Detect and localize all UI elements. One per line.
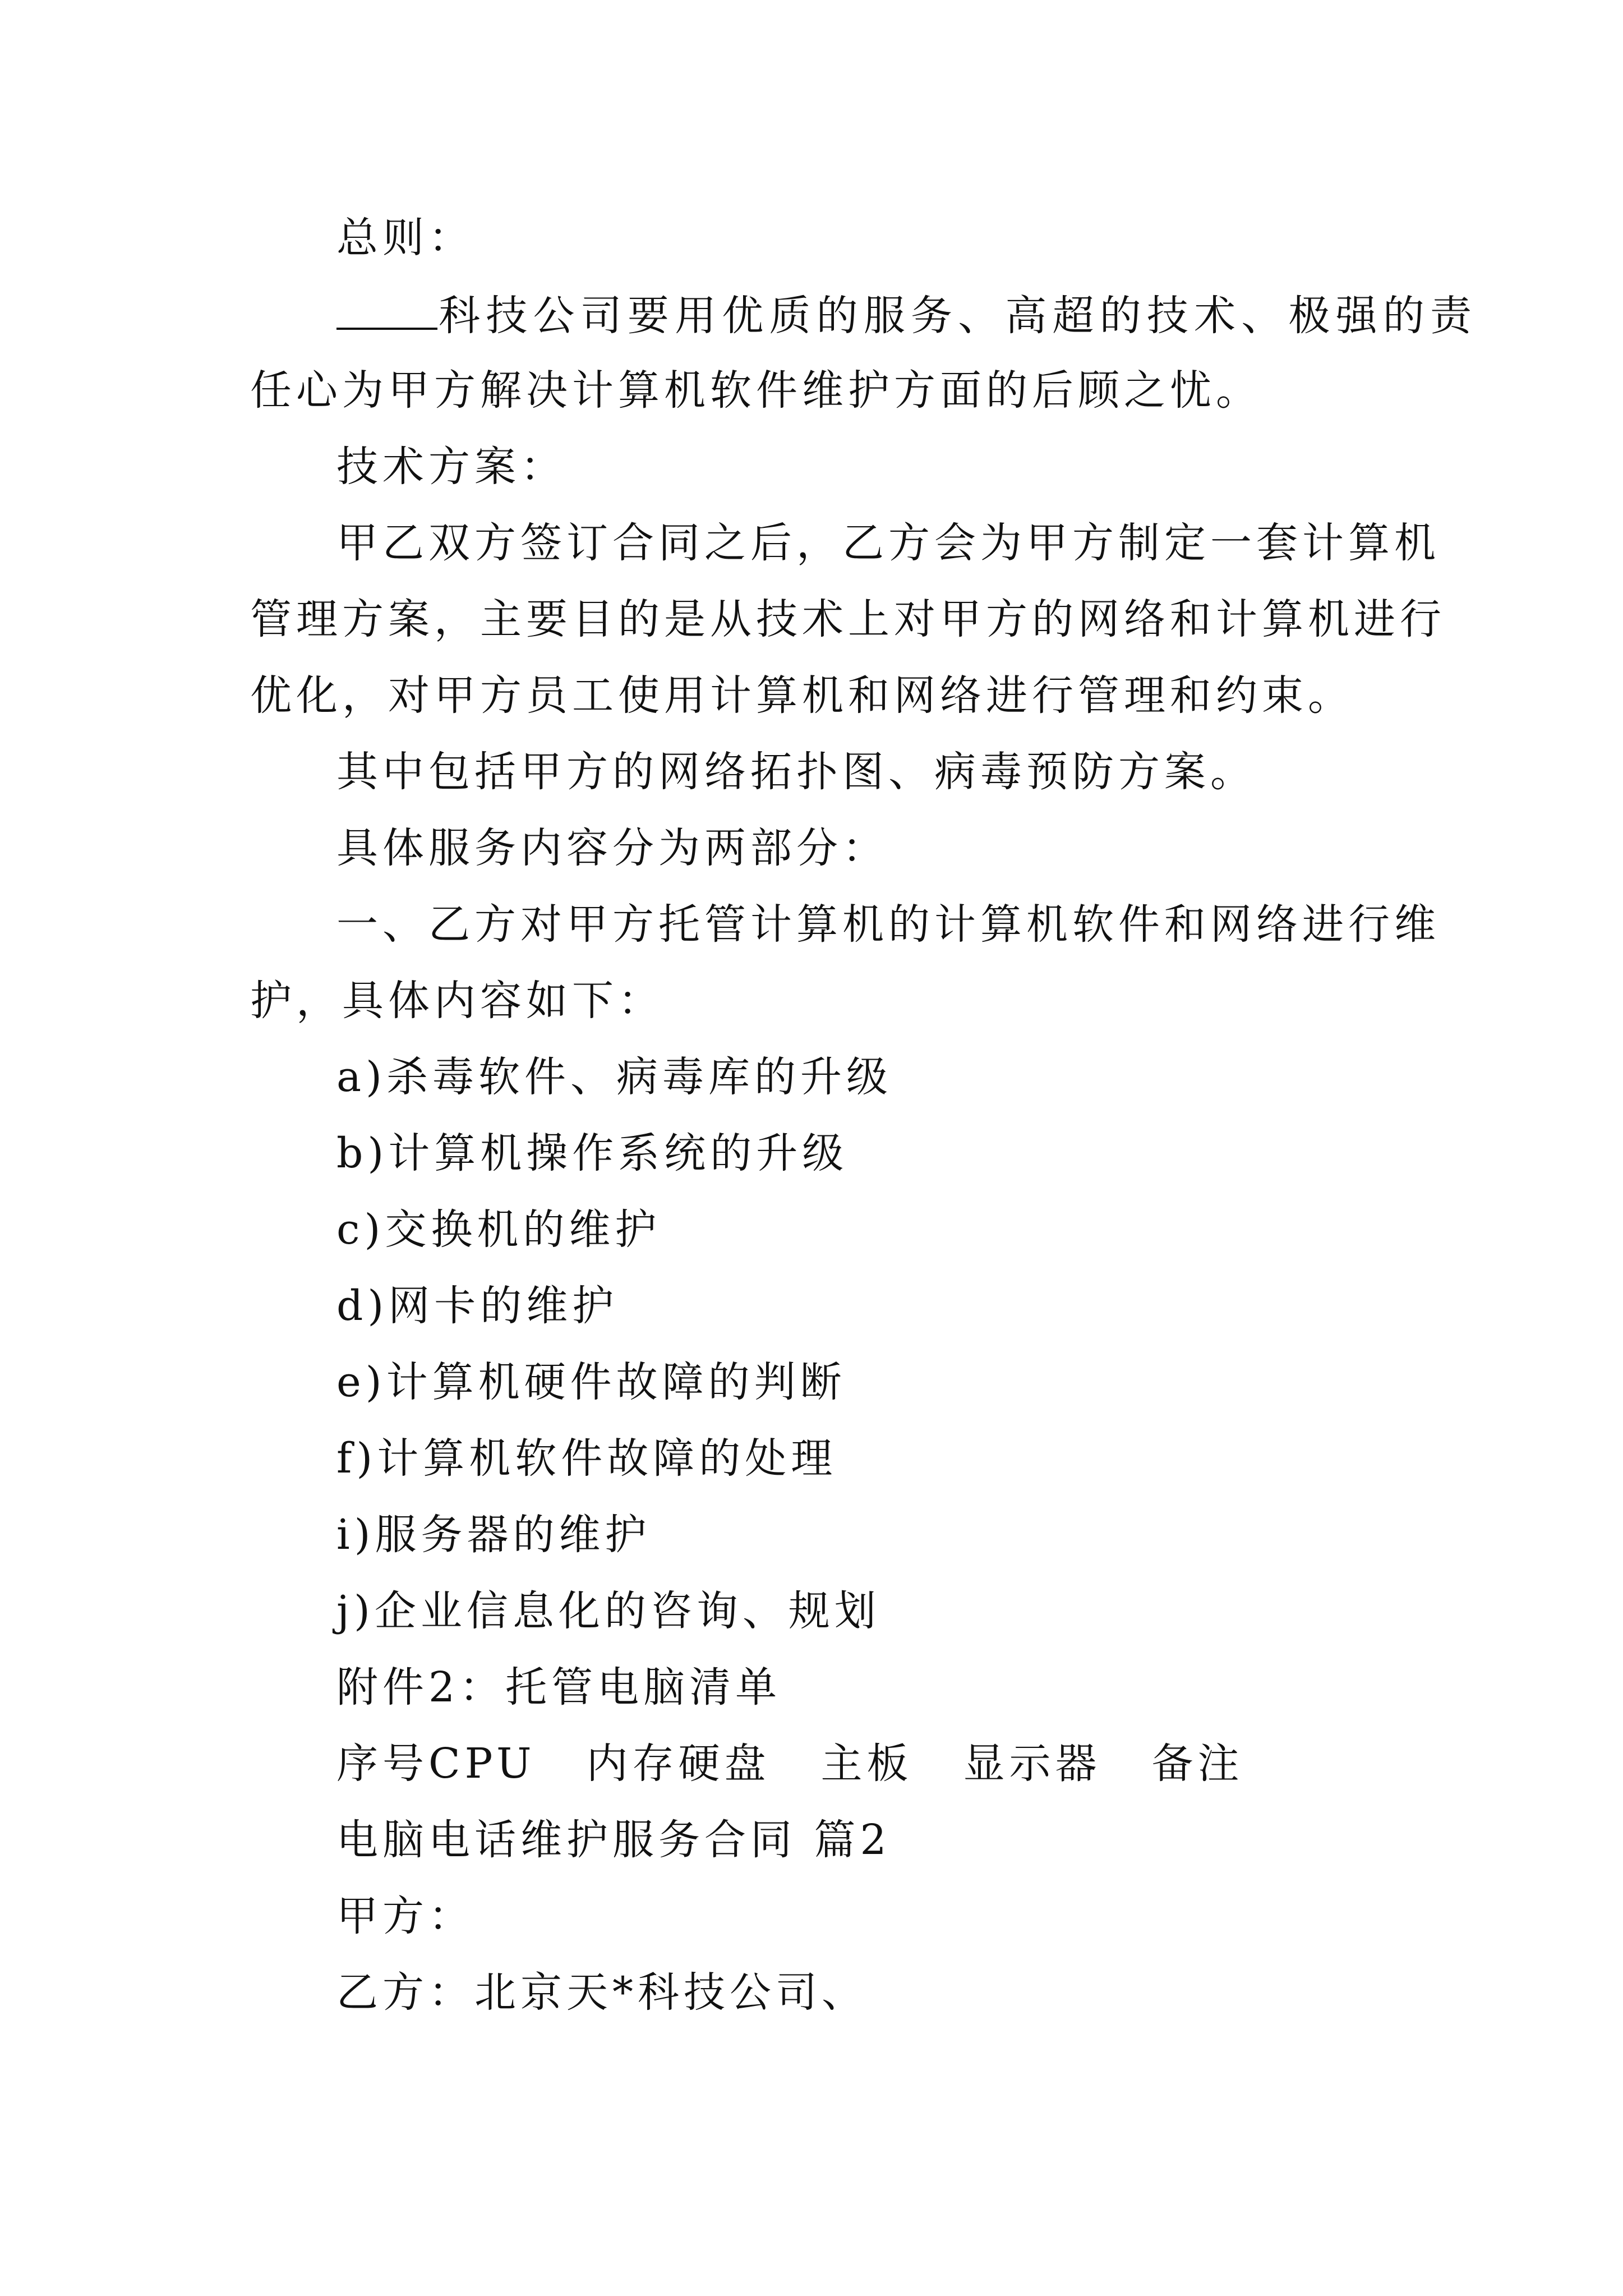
party-b: 乙方：北京天*科技公司、: [336, 1968, 868, 2017]
table-header-no-cpu: 序号CPU: [336, 1740, 536, 1788]
list-item: a)杀毒软件、病毒库的升级: [336, 1053, 892, 1101]
tech-paragraph-line-3: 优化，对甲方员工使用计算机和网络进行管理和约束。: [250, 671, 1354, 720]
list-item: j)企业信息化的咨询、规划: [336, 1587, 880, 1635]
list-item: b)计算机操作系统的升级: [336, 1129, 849, 1177]
part1-line-2: 护，具体内容如下：: [250, 977, 664, 1025]
general-paragraph-line-2: 任心为甲方解决计算机软件维护方面的后顾之忧。: [250, 366, 1262, 415]
service-intro: 具体服务内容分为两部分：: [336, 824, 888, 872]
tech-paragraph-line-2: 管理方案，主要目的是从技术上对甲方的网络和计算机进行: [250, 595, 1446, 643]
list-item: e)计算机硬件故障的判断: [336, 1358, 846, 1406]
table-header-remark: 备注: [1151, 1740, 1244, 1788]
list-item: d)网卡的维护: [336, 1282, 619, 1330]
general-paragraph-line-1: [336, 287, 1476, 343]
contract2-title: 电脑电话维护服务合同 篇2: [336, 1816, 891, 1864]
party-a: 甲方：: [336, 1892, 474, 1940]
table-header-motherboard: 主板: [820, 1740, 913, 1788]
general-paragraph-line-1-text: 科技公司要用优质的服务、高超的技术、极强的责: [437, 292, 1476, 340]
general-heading: 总则：: [336, 214, 474, 262]
table-header-monitor: 显示器: [963, 1740, 1101, 1788]
list-item: i)服务器的维护: [336, 1511, 651, 1559]
list-item: c)交换机的维护: [336, 1205, 661, 1254]
part1-line-1: 一、乙方对甲方托管计算机的计算机软件和网络进行维: [336, 900, 1440, 949]
blank-underline: [336, 287, 437, 330]
tech-paragraph-line-1: 甲乙双方签订合同之后，乙方会为甲方制定一套计算机: [336, 519, 1440, 567]
table-header: [336, 1737, 1243, 1791]
list-item: f)计算机软件故障的处理: [336, 1434, 837, 1483]
table-header-memory-disk: 内存硬盘: [586, 1740, 771, 1788]
attachment-title: 附件2：托管电脑清单: [336, 1663, 782, 1711]
tech-heading: 技术方案：: [336, 443, 566, 491]
include-line: 其中包括甲方的网络拓扑图、病毒预防方案。: [336, 748, 1256, 796]
